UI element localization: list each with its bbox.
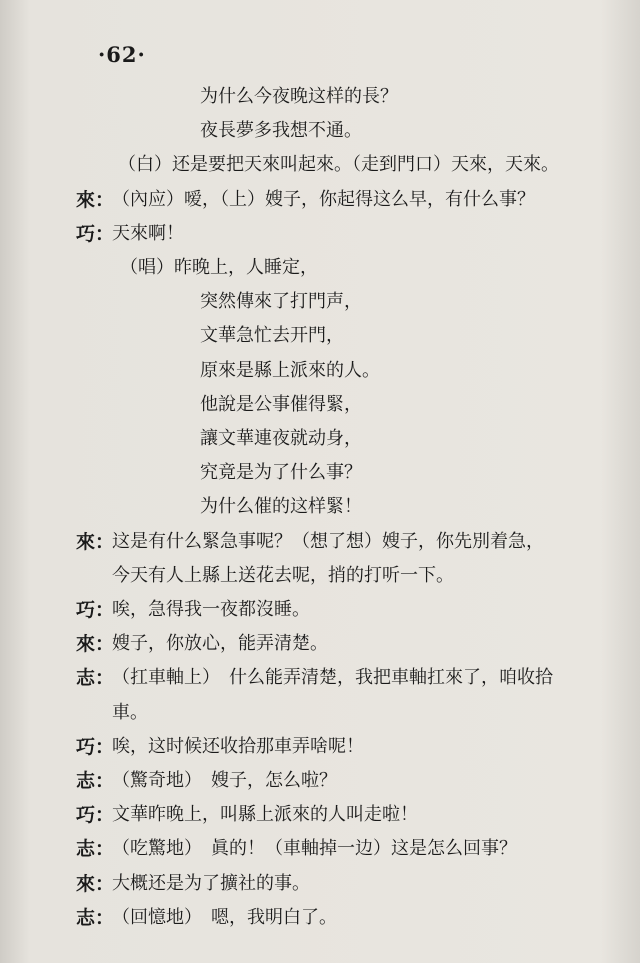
script-line xyxy=(0,595,640,625)
script-line xyxy=(0,287,640,317)
script-line xyxy=(0,698,640,728)
speaker-label: 志： xyxy=(76,667,115,690)
speaker-label: 志： xyxy=(76,770,115,792)
script-line xyxy=(0,492,640,522)
line-text: 为什么今夜晚这样的長？ xyxy=(200,86,398,107)
script-line xyxy=(0,424,640,454)
speaker-label: 巧： xyxy=(76,735,115,758)
line-text: （內应）嗳，（上）嫂子，你起得这么早，有什么事？ xyxy=(112,188,535,210)
speaker-label: 來： xyxy=(76,872,115,895)
line-text: 究竟是为了什么事？ xyxy=(200,462,362,484)
line-text: （吃驚地） 眞的！（車軸掉一边）这是怎么回事？ xyxy=(112,838,517,860)
speaker-label: 巧： xyxy=(76,804,115,827)
script-line xyxy=(0,219,640,249)
script-line xyxy=(0,766,640,796)
line-text: 突然傳來了打門声， xyxy=(200,291,362,313)
script-line xyxy=(0,869,640,899)
speaker-label: 志： xyxy=(76,838,115,861)
script-line xyxy=(0,561,640,591)
script-line xyxy=(0,185,640,215)
line-text: （白）还是要把天來叫起來。（走到門口）天來，天來。 xyxy=(118,154,559,176)
line-text: 天來啊！ xyxy=(112,222,184,244)
line-text: 車。 xyxy=(112,701,148,723)
script-line xyxy=(0,629,640,659)
script-line xyxy=(0,458,640,488)
line-text: 这是有什么緊急事呢？（想了想）嫂子，你先別着急， xyxy=(112,530,544,552)
speaker-label: 志： xyxy=(76,906,115,929)
line-text: （唱）昨晚上，人睡定， xyxy=(120,257,318,278)
speaker-label: 巧： xyxy=(76,599,115,621)
line-text: 原來是縣上派來的人。 xyxy=(200,359,380,381)
script-line xyxy=(0,800,640,830)
speaker-label: 來： xyxy=(76,530,115,553)
script-line xyxy=(0,390,640,420)
script-line xyxy=(0,903,640,933)
line-text: （回憶地） 嗯，我明白了。 xyxy=(112,906,337,928)
speaker-label: 來： xyxy=(76,633,115,656)
page-number: ·62· xyxy=(98,42,146,67)
line-text: 今天有人上縣上送花去呢，捎的打听一下。 xyxy=(112,564,454,586)
script-line xyxy=(0,253,640,283)
line-text: （扛車軸上） 什么能弄清楚，我把車軸扛來了，咱收拾 xyxy=(112,667,553,689)
script-line xyxy=(0,732,640,762)
line-text: （驚奇地） 嫂子，怎么啦？ xyxy=(112,770,337,791)
line-text: 夜長夢多我想不通。 xyxy=(200,120,362,142)
script-line xyxy=(0,150,640,180)
speaker-label: 巧： xyxy=(76,222,115,245)
script-line xyxy=(0,82,640,112)
line-text: 文華急忙去开門， xyxy=(200,325,344,347)
line-text: 文華昨晚上，叫縣上派來的人叫走啦！ xyxy=(112,804,418,826)
line-text: 唉，急得我一夜都沒睡。 xyxy=(112,599,310,620)
script-line xyxy=(0,663,640,693)
script-line xyxy=(0,356,640,386)
line-text: 唉，这时候还收拾那車弄啥呢！ xyxy=(112,735,364,757)
script-line xyxy=(0,834,640,864)
script-line xyxy=(0,116,640,146)
script-line xyxy=(0,527,640,557)
line-text: 大概还是为了擴社的事。 xyxy=(112,872,310,894)
line-text: 为什么催的这样緊！ xyxy=(200,496,362,518)
line-text: 讓文華連夜就动身， xyxy=(200,428,362,449)
line-text: 嫂子，你放心，能弄清楚。 xyxy=(112,633,328,655)
speaker-label: 來： xyxy=(76,188,115,211)
script-line xyxy=(0,321,640,351)
line-text: 他說是公事催得緊， xyxy=(200,393,362,415)
